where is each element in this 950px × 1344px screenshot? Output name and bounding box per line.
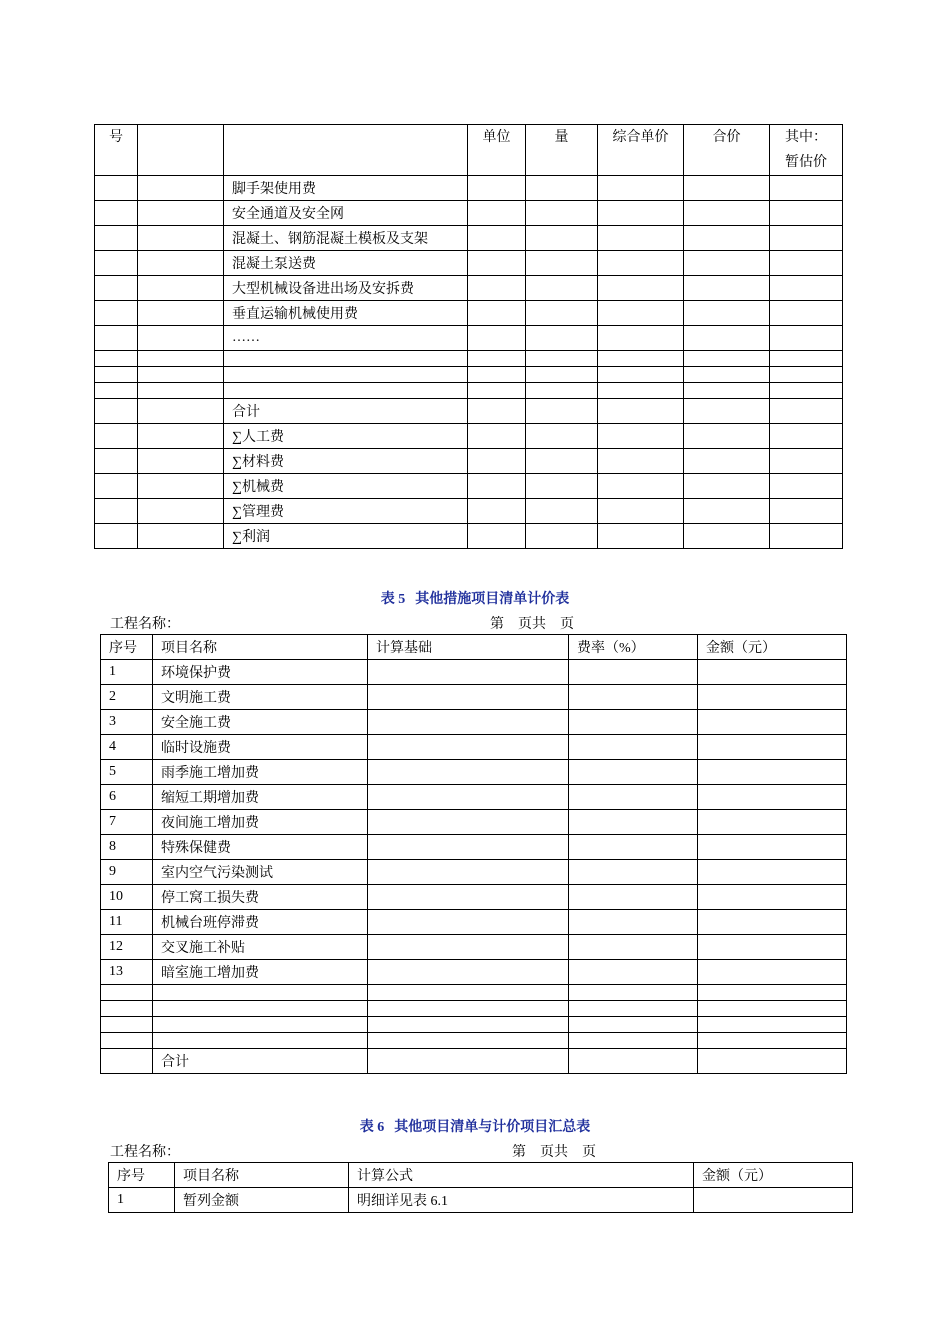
- summary-row: [95, 524, 843, 549]
- col-header-amount: 金额（元）: [694, 1163, 853, 1188]
- empty-row: [95, 367, 843, 383]
- item-name: 安全施工费: [153, 710, 368, 735]
- col-header-item: 项目名称: [153, 635, 368, 660]
- empty-row: [101, 1017, 847, 1033]
- col-header-seq: 序号: [101, 635, 153, 660]
- table-row: [101, 685, 847, 710]
- empty-row: [101, 1001, 847, 1017]
- item-name: 交叉施工补贴: [153, 935, 368, 960]
- seq: 1: [109, 1188, 175, 1213]
- seq: 7: [101, 810, 153, 835]
- table-header-row: [101, 635, 847, 660]
- table-row: [95, 201, 843, 226]
- seq: 1: [101, 660, 153, 685]
- col-header-formula: 计算公式: [349, 1163, 694, 1188]
- summary-row: [95, 449, 843, 474]
- table-row: [95, 276, 843, 301]
- table-row: [101, 810, 847, 835]
- table6-page-label: 第 页共 页: [512, 1145, 596, 1160]
- col-header-rate: 费率（%）: [569, 635, 698, 660]
- col-header-total: 合价: [684, 125, 770, 176]
- table-row: [95, 301, 843, 326]
- table-row: [95, 226, 843, 251]
- col-header-code: [138, 125, 224, 176]
- table5-title-text: 其他措施项目清单计价表: [415, 592, 570, 607]
- col-header-amount: 金额（元）: [698, 635, 847, 660]
- item-name: 暗室施工增加费: [153, 960, 368, 985]
- item-name: 特殊保健费: [153, 835, 368, 860]
- seq: 3: [101, 710, 153, 735]
- item-name: 环境保护费: [153, 660, 368, 685]
- summary-label: ∑机械费: [224, 474, 468, 499]
- item-name: 安全通道及安全网: [224, 201, 468, 226]
- table-row: [101, 910, 847, 935]
- empty-row: [101, 1033, 847, 1049]
- other-measures-table: [100, 634, 847, 1074]
- seq: 5: [101, 760, 153, 785]
- summary-row: [95, 474, 843, 499]
- summary-label: ∑管理费: [224, 499, 468, 524]
- table-row: [101, 835, 847, 860]
- table-row: [95, 251, 843, 276]
- empty-row: [95, 383, 843, 399]
- measures-table: [94, 124, 843, 549]
- seq: 10: [101, 885, 153, 910]
- seq: 9: [101, 860, 153, 885]
- table5-title: [0, 588, 950, 608]
- seq: 13: [101, 960, 153, 985]
- item-name: 混凝土、钢筋混凝土模板及支架: [224, 226, 468, 251]
- estimate-label-line2: 暂估价: [785, 155, 827, 170]
- summary-row: [95, 499, 843, 524]
- formula: 明细详见表 6.1: [349, 1188, 694, 1213]
- col-header-item: 项目名称: [175, 1163, 349, 1188]
- item-name: 机械台班停滞费: [153, 910, 368, 935]
- seq: 6: [101, 785, 153, 810]
- col-header-name: [224, 125, 468, 176]
- table-row: [101, 710, 847, 735]
- col-header-seq: 序号: [109, 1163, 175, 1188]
- total-row: [101, 1049, 847, 1074]
- table6-title: [0, 1116, 950, 1136]
- item-name: 垂直运输机械使用费: [224, 301, 468, 326]
- table-row: [101, 860, 847, 885]
- seq: 2: [101, 685, 153, 710]
- table-row: [101, 885, 847, 910]
- seq: 8: [101, 835, 153, 860]
- empty-row: [95, 351, 843, 367]
- col-header-basis: 计算基础: [368, 635, 569, 660]
- total-label: 合计: [153, 1049, 368, 1074]
- seq: 12: [101, 935, 153, 960]
- item-name: 夜间施工增加费: [153, 810, 368, 835]
- col-header-quantity: 量: [526, 125, 598, 176]
- col-header-estimate: [770, 125, 843, 176]
- item-name: ……: [224, 326, 468, 351]
- seq: 11: [101, 910, 153, 935]
- table-row: [101, 760, 847, 785]
- table-header-row: [95, 125, 843, 176]
- table-header-row: [109, 1163, 853, 1188]
- table5-project-label: 工程名称：: [110, 617, 180, 632]
- item-name: 暂列金额: [175, 1188, 349, 1213]
- table6-title-number: 表 6: [359, 1120, 385, 1135]
- table-row: [95, 326, 843, 351]
- table-row: [101, 935, 847, 960]
- summary-row: [95, 399, 843, 424]
- item-name: 室内空气污染测试: [153, 860, 368, 885]
- table-row: [109, 1188, 853, 1213]
- other-items-summary-table: [108, 1162, 853, 1213]
- item-name: 临时设施费: [153, 735, 368, 760]
- item-name: 雨季施工增加费: [153, 760, 368, 785]
- table6-project-label: 工程名称：: [110, 1145, 180, 1160]
- item-name: 脚手架使用费: [224, 176, 468, 201]
- col-header-unit-price: 综合单价: [598, 125, 684, 176]
- table-row: [95, 176, 843, 201]
- item-name: 停工窝工损失费: [153, 885, 368, 910]
- table5-page-label: 第 页共 页: [490, 617, 574, 632]
- seq: 4: [101, 735, 153, 760]
- amount: [694, 1188, 853, 1213]
- table6-title-text: 其他项目清单与计价项目汇总表: [394, 1120, 591, 1135]
- item-name: 混凝土泵送费: [224, 251, 468, 276]
- summary-row: [95, 424, 843, 449]
- summary-label: ∑人工费: [224, 424, 468, 449]
- estimate-label-line1: 其中：: [785, 130, 827, 145]
- table-row: [101, 785, 847, 810]
- col-header-number: 号: [95, 125, 138, 176]
- item-name: 文明施工费: [153, 685, 368, 710]
- table5-title-number: 表 5: [380, 592, 406, 607]
- table-row: [101, 735, 847, 760]
- table-row: [101, 660, 847, 685]
- item-name: 大型机械设备进出场及安拆费: [224, 276, 468, 301]
- empty-row: [101, 985, 847, 1001]
- summary-label: ∑利润: [224, 524, 468, 549]
- col-header-unit: 单位: [468, 125, 526, 176]
- item-name: 缩短工期增加费: [153, 785, 368, 810]
- summary-label: ∑材料费: [224, 449, 468, 474]
- summary-label: 合计: [224, 399, 468, 424]
- table-row: [101, 960, 847, 985]
